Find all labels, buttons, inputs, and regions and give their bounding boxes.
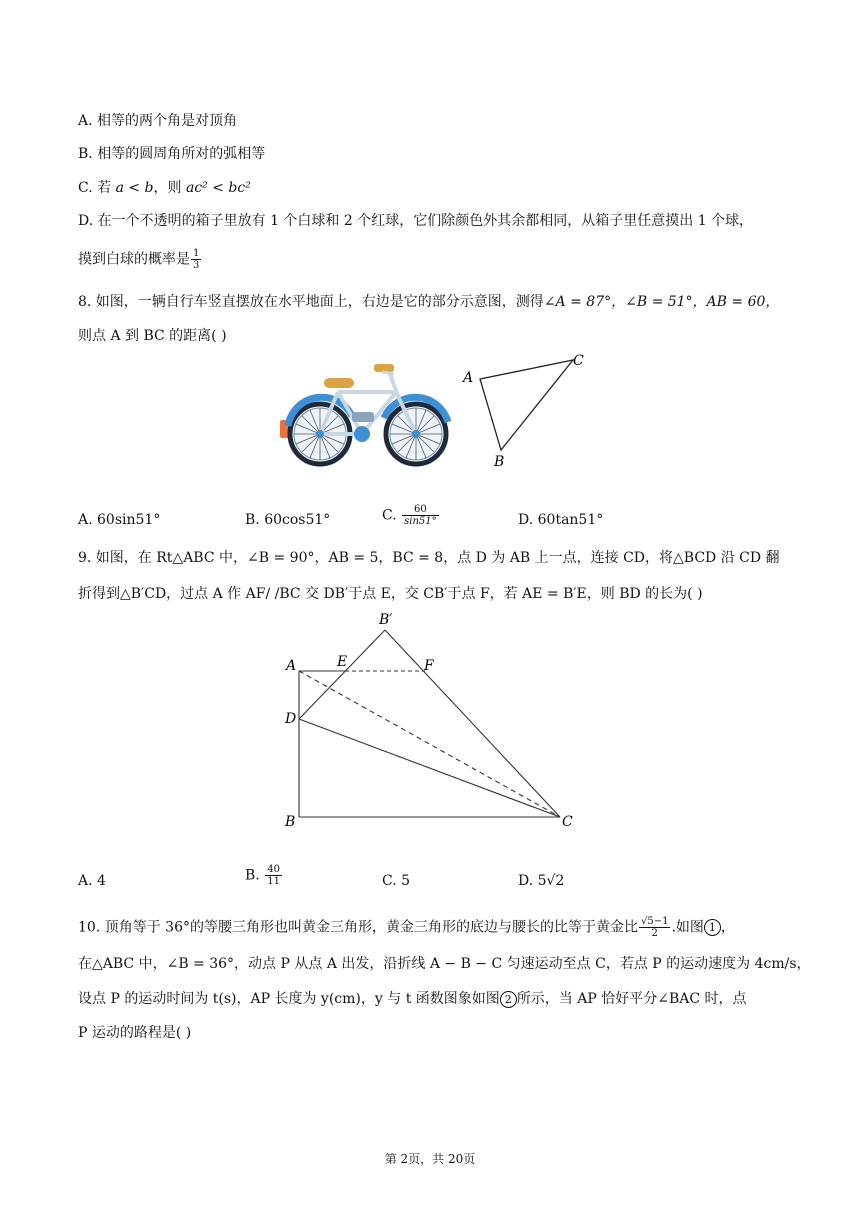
frac-num: 1 xyxy=(193,248,200,259)
triangle-abc xyxy=(480,360,573,450)
segment-ac-dashed xyxy=(299,671,560,817)
label-f: F xyxy=(424,658,434,674)
frac-den: 3 xyxy=(193,260,200,271)
q7-option-d-text: 摸到白球的概率是 xyxy=(78,251,190,268)
q8-stem-line1 xyxy=(78,292,779,312)
q8-option-b: B. 60cos51° xyxy=(245,512,331,528)
q10-stem-line3 xyxy=(78,989,747,1009)
bicycle-image xyxy=(278,356,456,468)
page-footer: 第 2页，共 20页 xyxy=(384,1152,476,1166)
q9-stem-line1: 9. 如图，在 Rt△ABC 中，∠B = 90°，AB = 5，BC = 8，点 D 为 AB 上一点，连接 CD，将△BCD 沿 CD 翻 xyxy=(78,550,780,566)
label-b: B xyxy=(494,454,505,470)
segment-db-prime xyxy=(299,630,385,719)
q9-geometry-figure xyxy=(282,608,582,833)
q9-option-c: C. 5 xyxy=(382,873,411,889)
q7-option-c-prefix: C. 若 xyxy=(78,180,116,196)
frac-den: 2 xyxy=(651,928,658,939)
q7-option-c-mid: ，则 xyxy=(153,180,186,196)
q8-stem-line2: 则点 A 到 BC 的距离( ) xyxy=(78,328,227,344)
q10-stem-line3-pre: 设点 P 的运动时间为 t(s)，AP 长度为 y(cm)，y 与 t 函数图象如图 xyxy=(78,991,500,1007)
segment-b-prime-c xyxy=(385,630,560,817)
q9-stem-line2: 折得到△B′CD，过点 A 作 AF/ /BC 交 DB′于点 E，交 CB′于点 F，若 AE = B′E，则 BD 的长为( ) xyxy=(78,586,703,602)
q8-option-c xyxy=(382,504,440,527)
rear-hub xyxy=(316,430,324,438)
q7-option-d-line2 xyxy=(78,248,202,271)
q10-stem-line1 xyxy=(78,916,735,939)
frac-num: 60 xyxy=(402,504,439,516)
frac-den: sin51° xyxy=(404,516,437,527)
q8-stem-text: 8. 如图，一辆自行车竖直摆放在水平地面上，右边是它的部分示意图，测得 xyxy=(78,294,544,310)
label-c: C xyxy=(573,353,584,369)
q7-option-c-math2: ac² < bc² xyxy=(185,180,251,196)
q7-option-b: B. 相等的圆周角所对的弧相等 xyxy=(78,146,266,162)
q7-option-c-math1: a < b xyxy=(115,180,154,196)
q10-stem-end: ， xyxy=(720,919,735,936)
q8-option-c-fraction xyxy=(402,504,439,527)
q8-option-c-prefix: C. xyxy=(382,507,402,524)
label-b: B xyxy=(285,814,296,830)
frac-den: 11 xyxy=(267,876,280,887)
figure-2-marker: 2 xyxy=(500,991,517,1008)
segment-dc xyxy=(299,719,560,817)
front-hub xyxy=(412,430,420,438)
q8-triangle-figure xyxy=(455,352,590,470)
q7-option-c xyxy=(78,178,251,198)
q10-stem-line3-post: 所示，当 AP 恰好平分∠BAC 时，点 xyxy=(516,991,747,1007)
chainring xyxy=(354,426,370,442)
q10-stem-text: 10. 顶角等于 36°的等腰三角形也叫黄金三角形，黄金三角形的底边与腰长的比等于黄金比 xyxy=(78,919,638,936)
q8-option-d: D. 60tan51° xyxy=(518,512,604,528)
handlebar-grip xyxy=(374,364,394,372)
q7-option-a: A. 相等的两个角是对顶角 xyxy=(78,113,238,129)
saddle xyxy=(324,378,354,388)
q7-option-d-fraction xyxy=(191,248,201,271)
q9-option-b-fraction xyxy=(265,864,282,887)
label-e: E xyxy=(337,654,348,670)
frac-num: 40 xyxy=(267,864,280,875)
label-a: A xyxy=(286,658,297,674)
q8-stem-math: ∠A = 87°，∠B = 51°，AB = 60， xyxy=(543,294,780,310)
label-a: A xyxy=(463,370,474,386)
q7-option-d-line1: D. 在一个不透明的箱子里放有 1 个白球和 2 个红球，它们除颜色外其余都相同，从箱子里任意摸出 1 个球， xyxy=(78,213,754,229)
q10-golden-ratio-fraction xyxy=(639,916,670,939)
frac-num: √5−1 xyxy=(640,916,669,927)
q9-option-d: D. 5√2 xyxy=(518,873,565,889)
label-d: D xyxy=(285,711,297,727)
pedal xyxy=(352,412,374,422)
q8-option-a: A. 60sin51° xyxy=(78,512,161,528)
label-b-prime: B′ xyxy=(379,612,393,628)
q9-option-a: A. 4 xyxy=(78,873,106,889)
q10-stem-line2: 在△ABC 中，∠B = 36°，动点 P 从点 A 出发，沿折线 A − B − C 匀速运动至点 C，若点 P 的运动速度为 4cm/s， xyxy=(78,956,811,972)
label-c: C xyxy=(562,814,573,830)
figure-1-marker: 1 xyxy=(704,919,721,936)
q10-stem-post: .如图 xyxy=(671,919,704,936)
q9-option-b-prefix: B. xyxy=(245,867,265,884)
handlebar xyxy=(382,372,394,374)
q9-option-b xyxy=(245,864,283,887)
q10-stem-line4: P 运动的路程是( ) xyxy=(78,1025,192,1041)
